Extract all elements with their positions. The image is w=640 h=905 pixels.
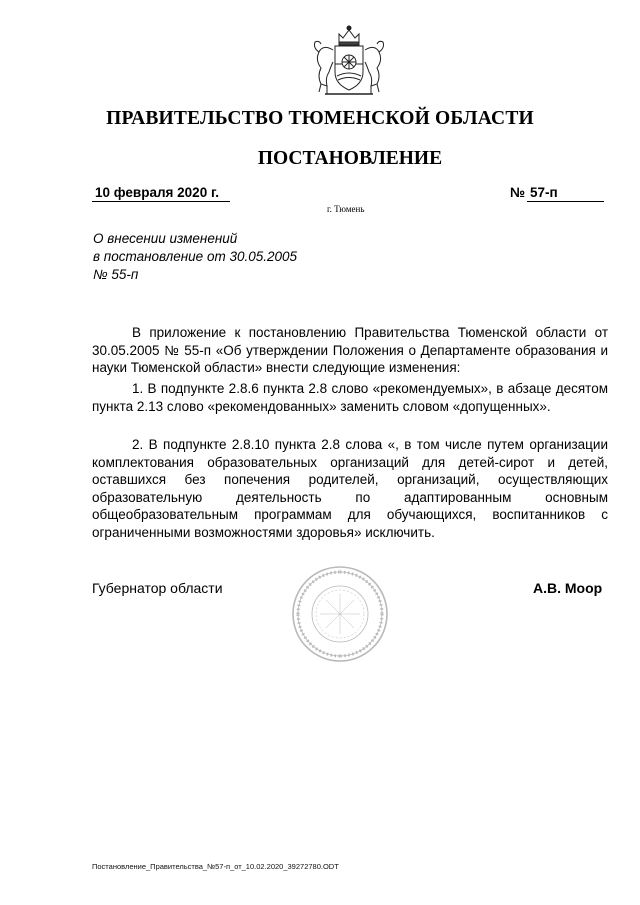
document-date: 10 февраля 2020 г.	[95, 185, 219, 200]
subject-line: в постановление от 30.05.2005	[93, 249, 298, 264]
date-underline	[92, 201, 230, 202]
number-underline	[527, 201, 604, 202]
signatory-title: Губернатор области	[92, 580, 223, 596]
body-paragraph: 2. В подпункте 2.8.10 пункта 2.8 слова «, в том числе путем организации комплектования образовательных организаций для детей-сирот и детей, оставшихся без попечения родителей, организаций, осуществляющих образовательную деятельность по адаптированным основным общеобразовательным программам для обучающихся, воспитанников с ограниченными возможностями здоровья» исключить.	[92, 437, 608, 540]
signatory-name: А.В. Моор	[533, 580, 603, 596]
subject-line: № 55-п	[93, 267, 139, 282]
document-number: 57-п	[530, 185, 558, 200]
document-number-prefix: №	[510, 185, 526, 200]
body-paragraph: В приложение к постановлению Правительства Тюменской области от 30.05.2005 № 55-п «Об утверждении Положения о Департаменте образования и науки Тюменской области» внести следующие изменения:	[92, 325, 608, 376]
footer-filename: Постановление_Правительства_№57-п_от_10.02.2020_39272780.ODT	[92, 862, 339, 871]
coat-of-arms-icon	[305, 20, 393, 98]
body-paragraph: 1. В подпункте 2.8.6 пункта 2.8 слово «рекомендуемых», в абзаце десятом пункта 2.13 слово «рекомендованных» заменить словом «допущенных».	[92, 381, 608, 414]
city-label: г. Тюмень	[327, 204, 365, 214]
organization-title: ПРАВИТЕЛЬСТВО ТЮМЕНСКОЙ ОБЛАСТИ	[106, 108, 534, 129]
subject-line: О внесении изменений	[93, 231, 238, 246]
document-type-title: ПОСТАНОВЛЕНИЕ	[257, 148, 443, 169]
round-seal-icon	[290, 564, 390, 664]
document-subject	[93, 230, 297, 284]
